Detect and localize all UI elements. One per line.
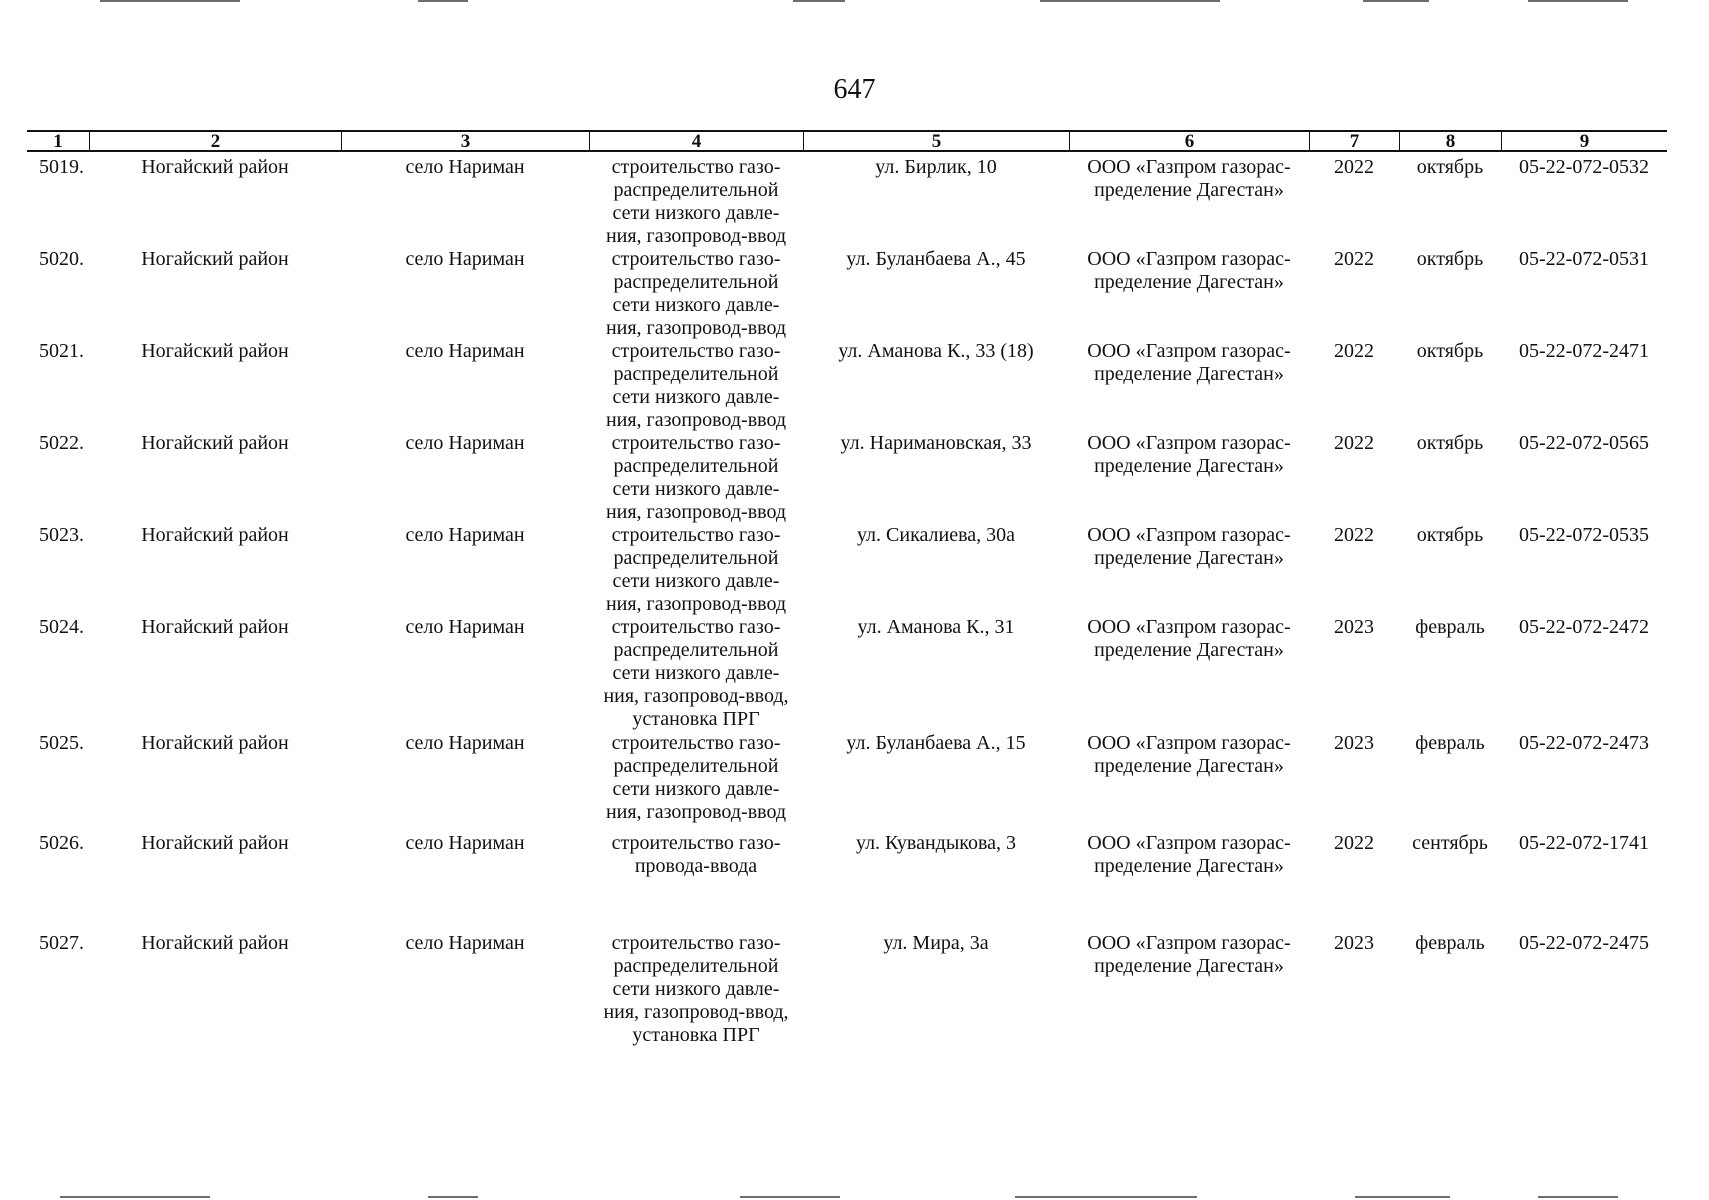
work-description-cell: строительство газо- распределительной сети низкого давле- ния, газопровод-ввод, установка ПРГ xyxy=(603,616,789,730)
month-cell: октябрь xyxy=(1416,156,1484,178)
month-cell: октябрь xyxy=(1416,340,1484,362)
scan-artifact-bottom-4 xyxy=(1015,1196,1197,1198)
row-number: 5022. xyxy=(39,432,84,454)
table-row xyxy=(27,830,1667,930)
row-number: 5027. xyxy=(39,932,84,954)
work-description-cell: строительство газо- распределительной сети низкого давле- ния, газопровод-ввод xyxy=(605,732,787,823)
column-header: 8 xyxy=(1399,132,1501,151)
scan-artifact-top-6 xyxy=(1528,0,1628,2)
table-row xyxy=(27,338,1667,430)
row-number: 5020. xyxy=(39,248,84,270)
district-cell: Ногайский район xyxy=(141,156,289,178)
row-number: 5024. xyxy=(39,616,84,638)
scan-artifact-bottom-2 xyxy=(428,1196,478,1198)
column-header: 3 xyxy=(341,132,589,151)
organization-cell: ООО «Газпром газорас- пределение Дагестан» xyxy=(1087,156,1291,201)
address-cell: ул. Бирлик, 10 xyxy=(875,156,997,178)
code-cell: 05-22-072-2475 xyxy=(1519,932,1649,954)
row-number: 5019. xyxy=(39,156,84,178)
work-description-cell: строительство газо- распределительной сети низкого давле- ния, газопровод-ввод, установка ПРГ xyxy=(603,932,789,1046)
column-header: 7 xyxy=(1309,132,1399,151)
column-header: 1 xyxy=(53,131,63,152)
organization-cell: ООО «Газпром газорас- пределение Дагестан» xyxy=(1087,524,1291,569)
address-cell: ул. Аманова К., 31 xyxy=(857,616,1015,638)
scan-artifact-top-3 xyxy=(793,0,845,2)
settlement-cell: село Нариман xyxy=(405,832,525,854)
settlement-cell: село Нариман xyxy=(405,156,525,178)
organization-cell: ООО «Газпром газорас- пределение Дагестан» xyxy=(1087,832,1291,877)
table-header xyxy=(27,130,1667,152)
scan-artifact-top-2 xyxy=(418,0,468,2)
code-cell: 05-22-072-2471 xyxy=(1519,340,1649,362)
district-cell: Ногайский район xyxy=(141,524,289,546)
column-header: 9 xyxy=(1501,132,1667,151)
row-number: 5025. xyxy=(39,732,84,754)
district-cell: Ногайский район xyxy=(141,832,289,854)
settlement-cell: село Нариман xyxy=(405,524,525,546)
year-cell: 2022 xyxy=(1334,340,1374,362)
work-description-cell: строительство газо- распределительной сети низкого давле- ния, газопровод-ввод xyxy=(605,156,787,247)
month-cell: февраль xyxy=(1415,732,1485,754)
scan-artifact-bottom-1 xyxy=(60,1196,210,1198)
code-cell: 05-22-072-0531 xyxy=(1519,248,1649,270)
organization-cell: ООО «Газпром газорас- пределение Дагестан» xyxy=(1087,432,1291,477)
address-cell: ул. Сикалиева, 30а xyxy=(856,524,1016,546)
code-cell: 05-22-072-0565 xyxy=(1519,432,1649,454)
year-cell: 2023 xyxy=(1334,732,1374,754)
settlement-cell: село Нариман xyxy=(405,932,525,954)
table-row xyxy=(27,246,1667,338)
work-description-cell: строительство газо- распределительной сети низкого давле- ния, газопровод-ввод xyxy=(605,432,787,523)
table-row xyxy=(27,614,1667,730)
organization-cell: ООО «Газпром газорас- пределение Дагестан» xyxy=(1087,616,1291,661)
work-description-cell: строительство газо- распределительной сети низкого давле- ния, газопровод-ввод xyxy=(605,340,787,431)
code-cell: 05-22-072-2473 xyxy=(1519,732,1649,754)
settlement-cell: село Нариман xyxy=(405,248,525,270)
month-cell: октябрь xyxy=(1416,248,1484,270)
table-row xyxy=(27,522,1667,614)
code-cell: 05-22-072-0532 xyxy=(1519,156,1649,178)
page-number: 647 xyxy=(833,74,876,105)
code-cell: 05-22-072-0535 xyxy=(1519,524,1649,546)
month-cell: октябрь xyxy=(1416,432,1484,454)
year-cell: 2023 xyxy=(1334,932,1374,954)
work-description-cell: строительство газо- распределительной сети низкого давле- ния, газопровод-ввод xyxy=(605,248,787,339)
organization-cell: ООО «Газпром газорас- пределение Дагестан» xyxy=(1087,932,1291,977)
column-header: 5 xyxy=(803,132,1069,151)
table-row xyxy=(27,154,1667,246)
column-header: 6 xyxy=(1069,132,1309,151)
month-cell: октябрь xyxy=(1416,524,1484,546)
district-cell: Ногайский район xyxy=(141,616,289,638)
district-cell: Ногайский район xyxy=(141,340,289,362)
settlement-cell: село Нариман xyxy=(405,732,525,754)
address-cell: ул. Кувандыкова, 3 xyxy=(855,832,1017,854)
scan-artifact-bottom-3 xyxy=(740,1196,840,1198)
code-cell: 05-22-072-1741 xyxy=(1519,832,1649,854)
scan-artifact-bottom-5 xyxy=(1355,1196,1450,1198)
month-cell: февраль xyxy=(1415,932,1485,954)
address-cell: ул. Аманова К., 33 (18) xyxy=(838,340,1034,362)
district-cell: Ногайский район xyxy=(141,732,289,754)
work-description-cell: строительство газо- распределительной сети низкого давле- ния, газопровод-ввод xyxy=(605,524,787,615)
district-cell: Ногайский район xyxy=(141,248,289,270)
year-cell: 2022 xyxy=(1334,524,1374,546)
year-cell: 2022 xyxy=(1334,248,1374,270)
month-cell: февраль xyxy=(1415,616,1485,638)
work-description-cell: строительство газо- провода-ввода xyxy=(611,832,781,877)
district-cell: Ногайский район xyxy=(141,432,289,454)
year-cell: 2022 xyxy=(1334,832,1374,854)
row-number: 5026. xyxy=(39,832,84,854)
organization-cell: ООО «Газпром газорас- пределение Дагестан» xyxy=(1087,248,1291,293)
address-cell: ул. Буланбаева А., 45 xyxy=(846,248,1026,270)
scan-artifact-top-4 xyxy=(1040,0,1220,2)
table-row xyxy=(27,730,1667,830)
column-header: 4 xyxy=(589,132,803,151)
address-cell: ул. Буланбаева А., 15 xyxy=(846,732,1026,754)
code-cell: 05-22-072-2472 xyxy=(1519,616,1649,638)
settlement-cell: село Нариман xyxy=(405,340,525,362)
district-cell: Ногайский район xyxy=(141,932,289,954)
year-cell: 2022 xyxy=(1334,432,1374,454)
address-cell: ул. Наримановская, 33 xyxy=(840,432,1032,454)
row-number: 5023. xyxy=(39,524,84,546)
address-cell: ул. Мира, 3а xyxy=(883,932,989,954)
scan-artifact-top-5 xyxy=(1363,0,1429,2)
table-row xyxy=(27,430,1667,522)
table-row xyxy=(27,930,1667,1050)
table-body xyxy=(27,154,1667,1050)
row-number: 5021. xyxy=(39,340,84,362)
organization-cell: ООО «Газпром газорас- пределение Дагестан» xyxy=(1087,340,1291,385)
year-cell: 2023 xyxy=(1334,616,1374,638)
column-header: 2 xyxy=(89,132,341,151)
scan-artifact-bottom-6 xyxy=(1538,1196,1618,1198)
settlement-cell: село Нариман xyxy=(405,616,525,638)
settlement-cell: село Нариман xyxy=(405,432,525,454)
organization-cell: ООО «Газпром газорас- пределение Дагестан» xyxy=(1087,732,1291,777)
year-cell: 2022 xyxy=(1334,156,1374,178)
month-cell: сентябрь xyxy=(1412,832,1488,854)
scan-artifact-top-1 xyxy=(100,0,240,2)
